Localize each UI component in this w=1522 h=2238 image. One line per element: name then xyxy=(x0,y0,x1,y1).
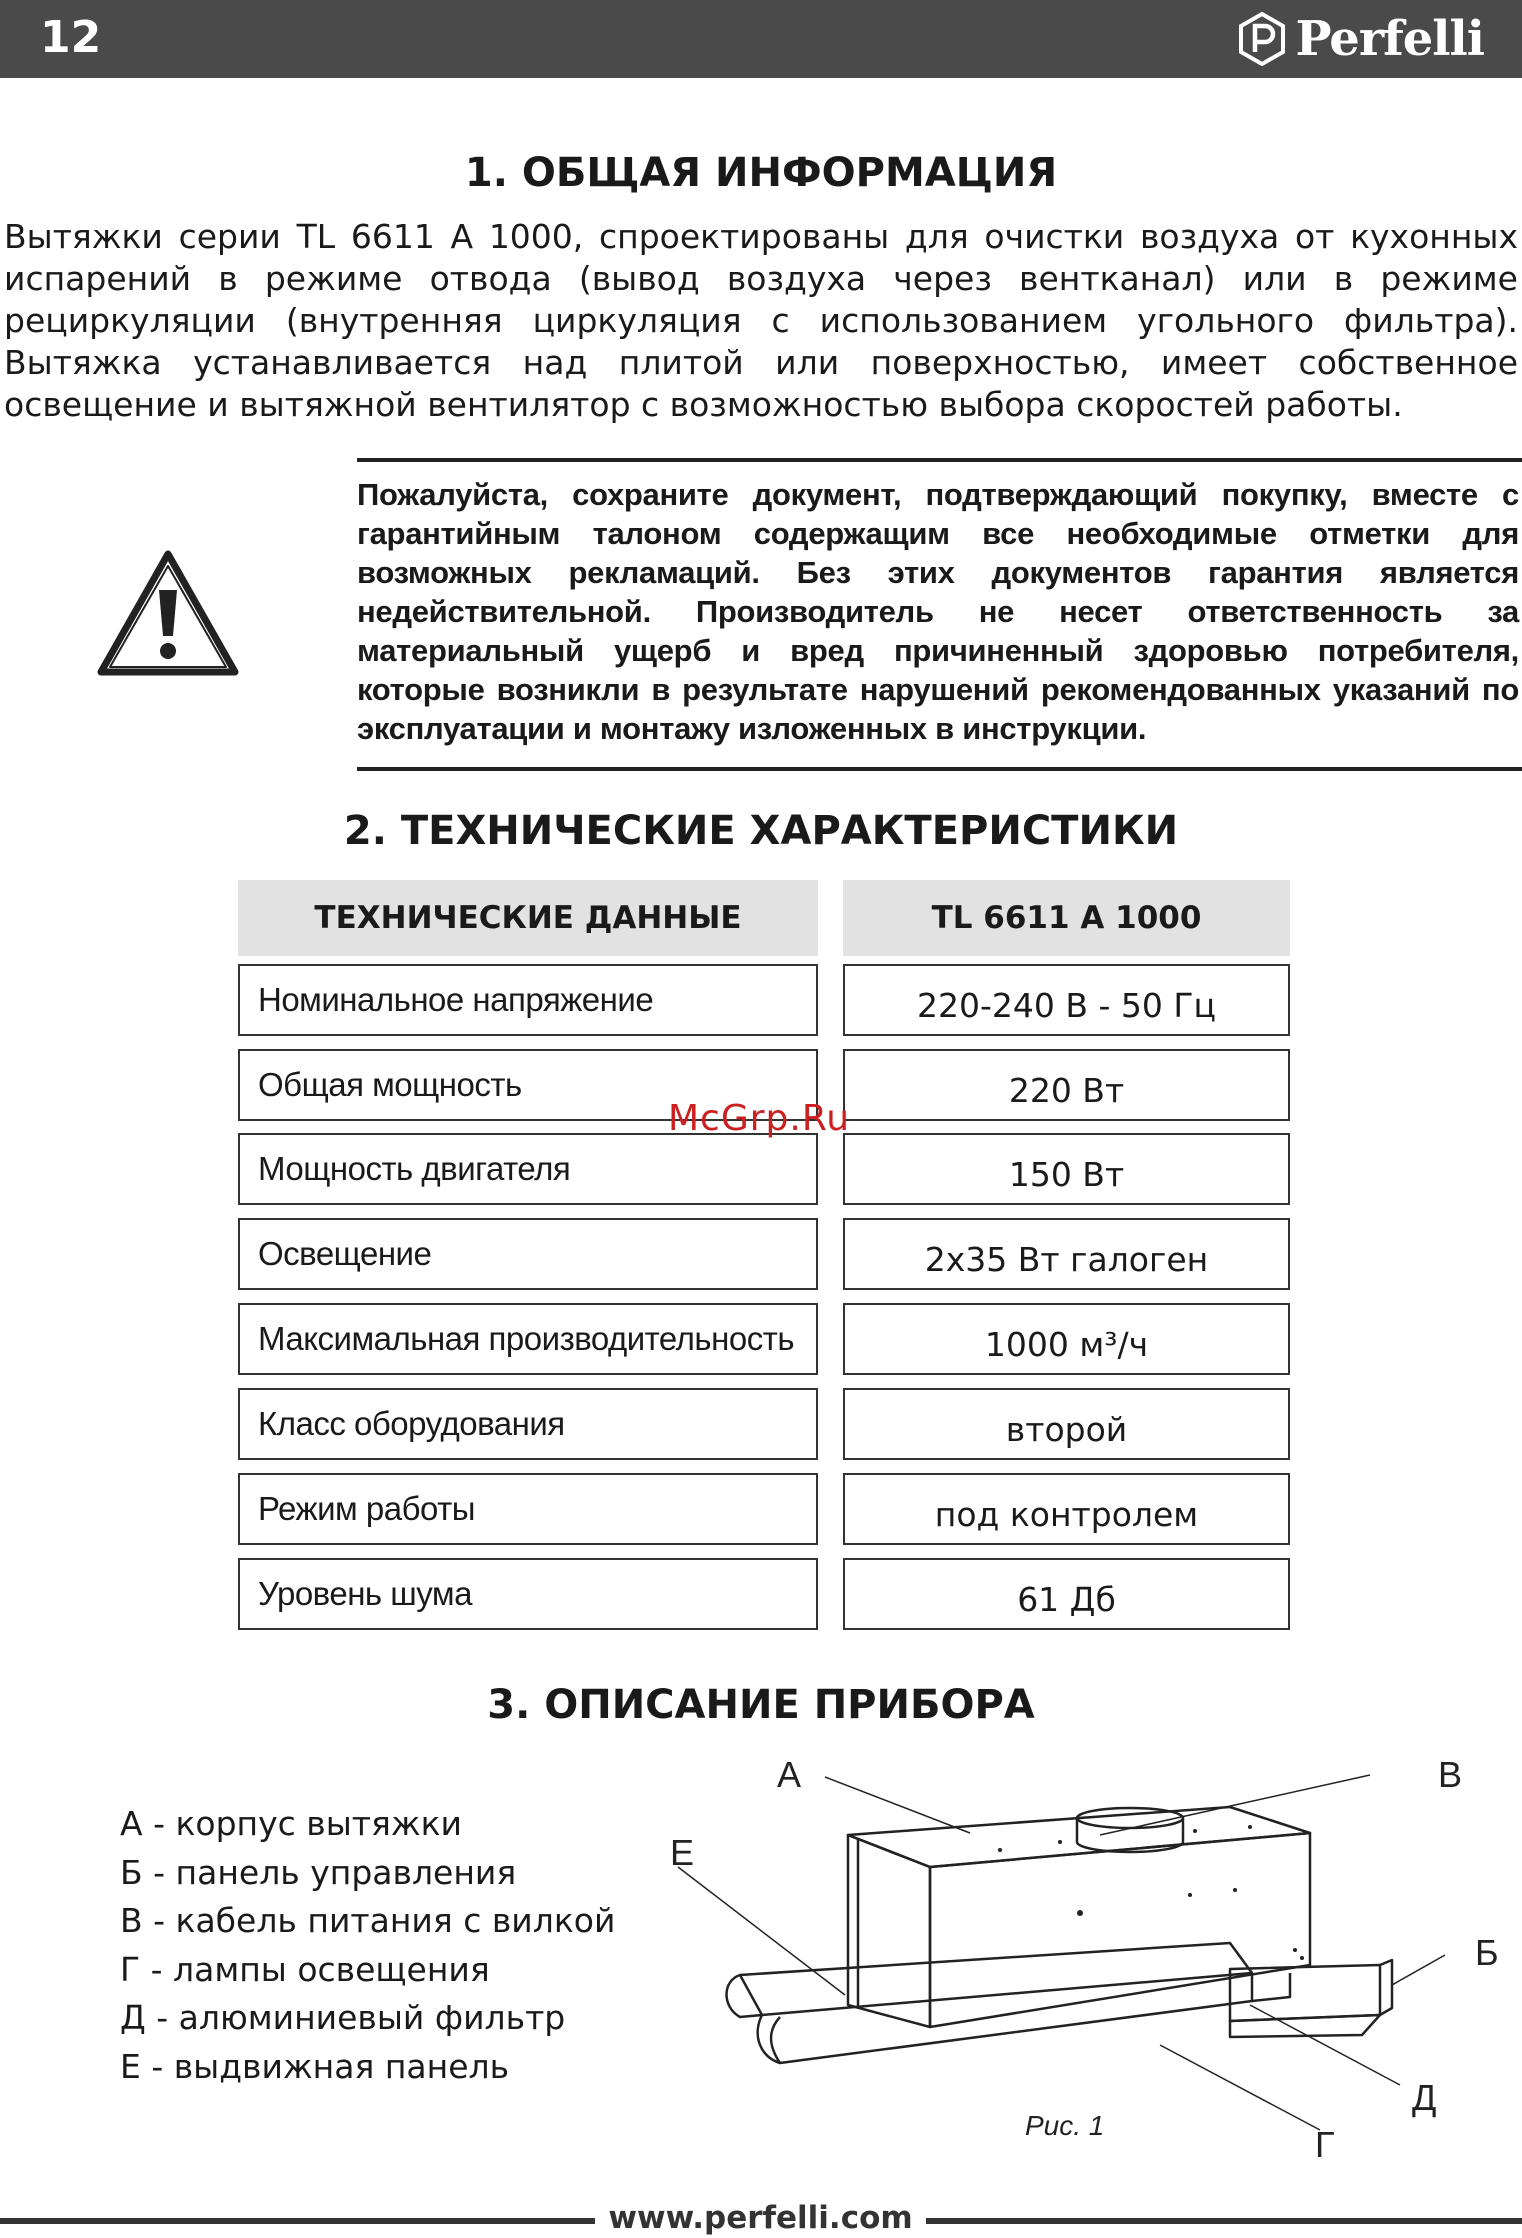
watermark: McGrp.Ru xyxy=(668,1098,851,1139)
warning-text: Пожалуйста, сохраните документ, подтверждающий покупку, вместе с гарантийным талоном содержащим все необходимые отметки для возможных рекламаций. Без этих документов гарантия является недействительной. Производитель не несет ответственность за материальный ущерб и вред причиненный здоровью потребителя, которые возникли в результате нарушений рекомендованных указаний по эксплуатации и монтажу изложенных в инструкции. xyxy=(357,477,1519,746)
section-title-general: 1. ОБЩАЯ ИНФОРМАЦИЯ xyxy=(464,150,1058,196)
intro-paragraph: Вытяжки серии TL 6611 A 1000, спроектированы для очистки воздуха от кухонных испарений в режиме отвода (вывод воздуха через вентканал) или в режиме рециркуляции (внутренняя циркуляция с использованием угольного фильтра). Вытяжка устанавливается над плитой или поверхностью, имеет собственное освещение и вытяжной вентилятор с возможностью выбора скоростей работы. xyxy=(4,217,1518,424)
table-cell-label: Класс оборудования xyxy=(238,1388,818,1460)
table-cell-label: Максимальная производительность xyxy=(238,1303,818,1375)
warning-rule-top xyxy=(357,458,1522,462)
warning-rule-bottom xyxy=(357,767,1522,771)
footer-url: www.perfelli.com xyxy=(608,2200,913,2236)
list-item: А - корпус вытяжки xyxy=(120,1804,462,1843)
list-item: Г - лампы освещения xyxy=(120,1949,490,1989)
footer-rule-left xyxy=(0,2218,595,2224)
figure-caption: Рис. 1 xyxy=(1025,2110,1105,2141)
table-header-specs: ТЕХНИЧЕСКИЕ ДАННЫЕ xyxy=(238,880,818,956)
brand-logo xyxy=(1237,10,1484,68)
section-title-specs: 2. ТЕХНИЧЕСКИЕ ХАРАКТЕРИСТИКИ xyxy=(343,808,1179,854)
label-g: Г xyxy=(1315,2124,1335,2165)
label-d: Д xyxy=(1412,2077,1437,2118)
parts-list xyxy=(120,1800,615,2091)
footer-rule-right xyxy=(926,2218,1522,2224)
table-cell-value: 2x35 Вт галоген xyxy=(843,1218,1290,1290)
warning-triangle-icon xyxy=(95,548,241,680)
hood-diagram xyxy=(640,1745,1510,2175)
list-item: В - кабель питания с вилкой xyxy=(120,1901,616,1940)
table-cell-value: 150 Вт xyxy=(843,1133,1290,1205)
table-cell-label: Режим работы xyxy=(238,1473,818,1545)
list-item: Б - панель управления xyxy=(120,1852,517,1892)
brand-name: Perfelli xyxy=(1295,11,1484,67)
table-cell-value: второй xyxy=(843,1388,1290,1460)
list-item: Д - алюминиевый фильтр xyxy=(120,1998,566,2037)
table-cell-value: под контролем xyxy=(843,1473,1290,1545)
perfelli-emblem-icon xyxy=(1237,12,1287,66)
list-item: Е - выдвижная панель xyxy=(120,2046,510,2086)
table-cell-label: Общая мощность xyxy=(238,1049,818,1121)
section-title-description: 3. ОПИСАНИЕ ПРИБОРА xyxy=(487,1682,1035,1728)
label-e: Е xyxy=(670,1832,695,1873)
table-cell-label: Мощность двигателя xyxy=(238,1133,818,1205)
table-cell-label: Номинальное напряжение xyxy=(238,964,818,1036)
table-cell-value: 220 Вт xyxy=(843,1049,1290,1121)
table-cell-value: 220-240 В - 50 Гц xyxy=(843,964,1290,1036)
table-cell-label: Уровень шума xyxy=(238,1558,818,1630)
label-a: А xyxy=(777,1754,802,1795)
table-header-model: TL 6611 A 1000 xyxy=(843,880,1290,956)
page-number: 12 xyxy=(40,12,102,63)
label-b: Б xyxy=(1475,1932,1499,1973)
table-cell-value: 1000 м³/ч xyxy=(843,1303,1290,1375)
table-cell-value: 61 Дб xyxy=(843,1558,1290,1630)
table-cell-label: Освещение xyxy=(238,1218,818,1290)
label-v: В xyxy=(1438,1754,1463,1795)
